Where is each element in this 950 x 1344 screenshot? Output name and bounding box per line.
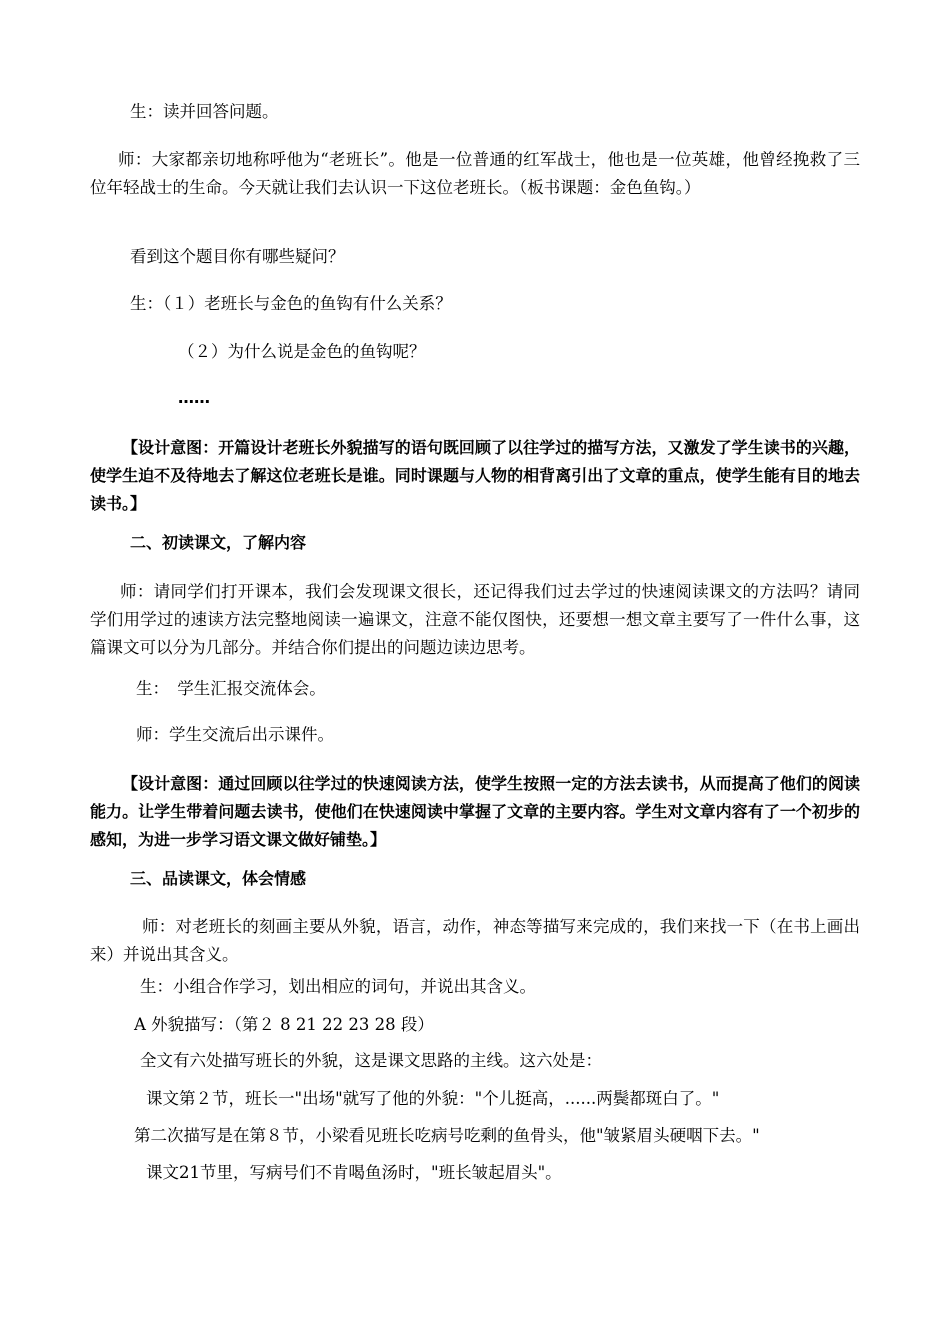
- section-heading-2: 二、初读课文，了解内容: [130, 533, 307, 552]
- design-intent-2: 【设计意图：通过回顾以往学过的快速阅读方法，使学生按照一定的方法去读书，从而提高了他们的阅读能力。让学生带着问题去读书，使他们在快速阅读中掌握了文章的主要内容。学生对文章内容有了一个初步的感知，为进一步学习语文课文做好铺垫。】: [90, 774, 860, 849]
- student-report-line: 生： 学生汇报交流体会。: [136, 679, 326, 698]
- teacher-reading-paragraph: 师：请同学们打开课本，我们会发现课文很长，还记得我们过去学过的快速阅读课文的方法吗？请同学们用学过的速读方法完整地阅读一遍课文，注意不能仅图快，还要想一想文章主要写了一件什么事，这篇课文可以分为几部分。并结合你们提出的问题边读边思考。: [90, 582, 860, 657]
- appearance-item-2: 第二次描写是在第８节，小梁看见班长吃病号吃剩的鱼骨头，他"皱紧眉头硬咽下去。": [134, 1126, 760, 1145]
- teacher-courseware-line: 师：学生交流后出示课件。: [136, 725, 334, 744]
- ellipsis: ……: [178, 388, 210, 407]
- appearance-item-3: 课文21节里，写病号们不肯喝鱼汤时，"班长皱起眉头"。: [146, 1163, 562, 1182]
- section-heading-3: 三、品读课文，体会情感: [130, 869, 307, 888]
- student-answer-line: 生：读并回答问题。: [130, 102, 279, 121]
- design-intent-1: 【设计意图：开篇设计老班长外貌描写的语句既回顾了以往学过的描写方法，又激发了学生读书的兴趣，使学生迫不及待地去了解这位老班长是谁。同时课题与人物的相背离引出了文章的重点，使学生能有目的地去读书。】: [90, 438, 860, 513]
- student-group-line: 生：小组合作学习，划出相应的词句，并说出其含义。: [140, 977, 536, 996]
- appearance-item-1: 课文第２节，班长一"出场"就写了他的外貌："个儿挺高，......两鬓都斑白了。": [146, 1089, 720, 1108]
- appearance-summary: 全文有六处描写班长的外貌，这是课文思路的主线。这六处是：: [140, 1051, 602, 1070]
- teacher-intro-paragraph: 师：大家都亲切地称呼他为“老班长”。他是一位普通的红军战士，他也是一位英雄，他曾经挽救了三位年轻战士的生命。今天就让我们去认识一下这位老班长。（板书课题：金色鱼钩。）: [90, 150, 860, 197]
- teacher-analysis-paragraph: 师：对老班长的刻画主要从外貌，语言，动作，神态等描写来完成的，我们来找一下（在书上画出来）并说出其含义。: [90, 917, 860, 964]
- appearance-heading: A 外貌描写：（第２ 8 21 22 23 28 段）: [134, 1015, 434, 1034]
- question-prompt: 看到这个题目你有哪些疑问？: [130, 247, 345, 266]
- student-question-1: 生：（１）老班长与金色的鱼钩有什么关系？: [130, 294, 452, 313]
- student-question-2: （２）为什么说是金色的鱼钩呢？: [178, 342, 426, 361]
